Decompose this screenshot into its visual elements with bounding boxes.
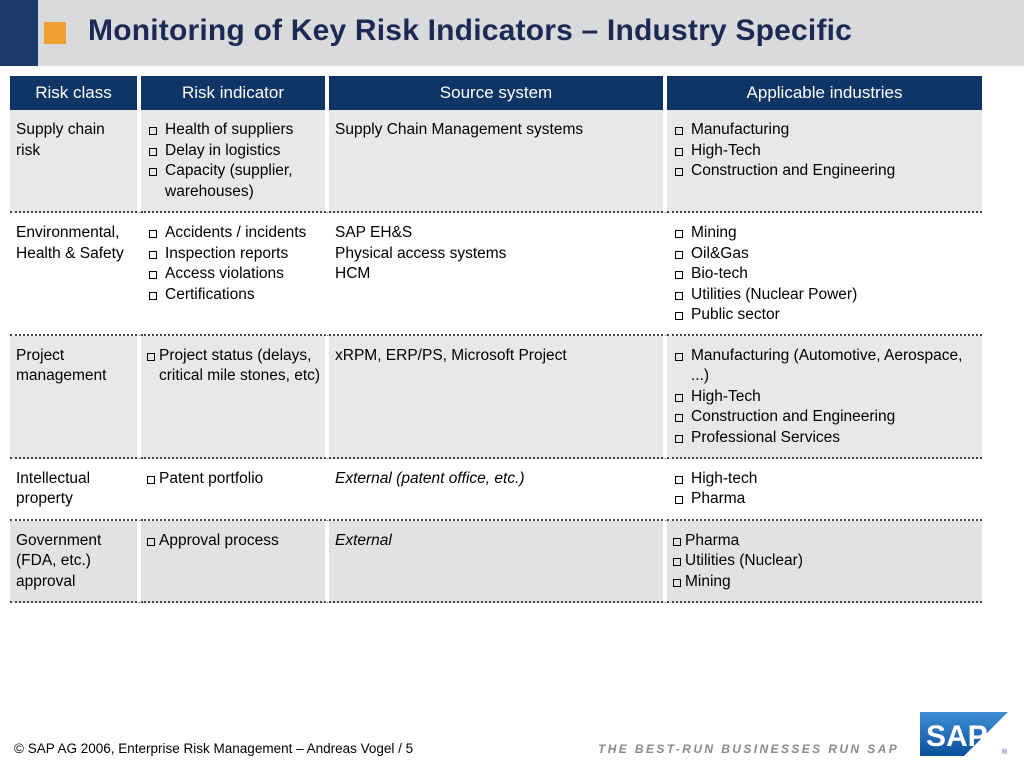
industries-cell — [667, 110, 982, 213]
list-item: Construction and Engineering — [673, 407, 978, 428]
list-item: Inspection reports — [147, 244, 321, 265]
list-item: Utilities (Nuclear Power) — [673, 285, 978, 306]
list-item: Public sector — [673, 305, 978, 326]
risk-indicator-cell — [141, 213, 329, 336]
list-item: Pharma — [673, 531, 978, 552]
list-item: Utilities (Nuclear) — [673, 551, 978, 572]
list-item: Manufacturing — [673, 120, 978, 141]
risk-indicator-cell — [141, 459, 329, 521]
source-system-cell: External — [329, 521, 667, 603]
list-item: Oil&Gas — [673, 244, 978, 265]
header-applicable-industries: Applicable industries — [667, 76, 982, 110]
table-row — [10, 521, 982, 603]
industries-cell — [667, 213, 982, 336]
footer-copyright: © SAP AG 2006, Enterprise Risk Management – Andreas Vogel / 5 — [14, 741, 414, 756]
page-title: Monitoring of Key Risk Indicators – Industry Specific — [88, 14, 853, 47]
risk-class-cell: Project management — [10, 336, 141, 459]
risk-indicator-cell — [141, 336, 329, 459]
source-system-cell: External (patent office, etc.) — [329, 459, 667, 521]
list-item: Pharma — [673, 489, 978, 510]
industries-cell — [667, 459, 982, 521]
list-item: High-tech — [673, 469, 978, 490]
risk-indicator-cell — [141, 110, 329, 213]
source-system-cell: xRPM, ERP/PS, Microsoft Project — [329, 336, 667, 459]
header-risk-class: Risk class — [10, 76, 141, 110]
svg-text:®: ® — [1002, 749, 1008, 756]
title-bar — [0, 0, 1024, 66]
list-item: Access violations — [147, 264, 321, 285]
risk-class-cell: Government (FDA, etc.) approval — [10, 521, 141, 603]
list-item: Capacity (supplier, warehouses) — [147, 161, 321, 202]
list-item: Bio-tech — [673, 264, 978, 285]
table-header-row — [10, 76, 982, 110]
list-item: Accidents / incidents — [147, 223, 321, 244]
footer-slogan: THE BEST-RUN BUSINESSES RUN SAP — [598, 742, 900, 756]
risk-class-cell: Intellectual property — [10, 459, 141, 521]
list-item: Mining — [673, 572, 978, 593]
list-item: Certifications — [147, 285, 321, 306]
list-item: Professional Services — [673, 428, 978, 449]
list-item: High-Tech — [673, 141, 978, 162]
header-risk-indicator: Risk indicator — [141, 76, 329, 110]
industries-cell — [667, 521, 982, 603]
sap-logo — [920, 712, 1008, 756]
source-system-cell: SAP EH&S Physical access systems HCM — [329, 213, 667, 336]
list-item: Health of suppliers — [147, 120, 321, 141]
list-item: High-Tech — [673, 387, 978, 408]
industries-cell — [667, 336, 982, 459]
risk-indicator-table — [10, 76, 982, 603]
list-item: Delay in logistics — [147, 141, 321, 162]
risk-indicator-cell — [141, 521, 329, 603]
list-item: Project status (delays, critical mile stones, etc) — [147, 346, 321, 387]
table-row — [10, 459, 982, 521]
source-system-cell: Supply Chain Management systems — [329, 110, 667, 213]
table-row — [10, 336, 982, 459]
list-item: Manufacturing (Automotive, Aerospace, ...) — [673, 346, 978, 387]
title-navy-block — [0, 0, 38, 66]
list-item: Construction and Engineering — [673, 161, 978, 182]
table-row — [10, 110, 982, 213]
sap-logo-text: SAP — [926, 720, 988, 753]
table-row — [10, 213, 982, 336]
risk-class-cell: Supply chain risk — [10, 110, 141, 213]
list-item: Approval process — [147, 531, 321, 552]
title-accent-square — [44, 22, 66, 44]
list-item: Patent portfolio — [147, 469, 321, 490]
header-source-system: Source system — [329, 76, 667, 110]
list-item: Mining — [673, 223, 978, 244]
risk-class-cell: Environmental, Health & Safety — [10, 213, 141, 336]
